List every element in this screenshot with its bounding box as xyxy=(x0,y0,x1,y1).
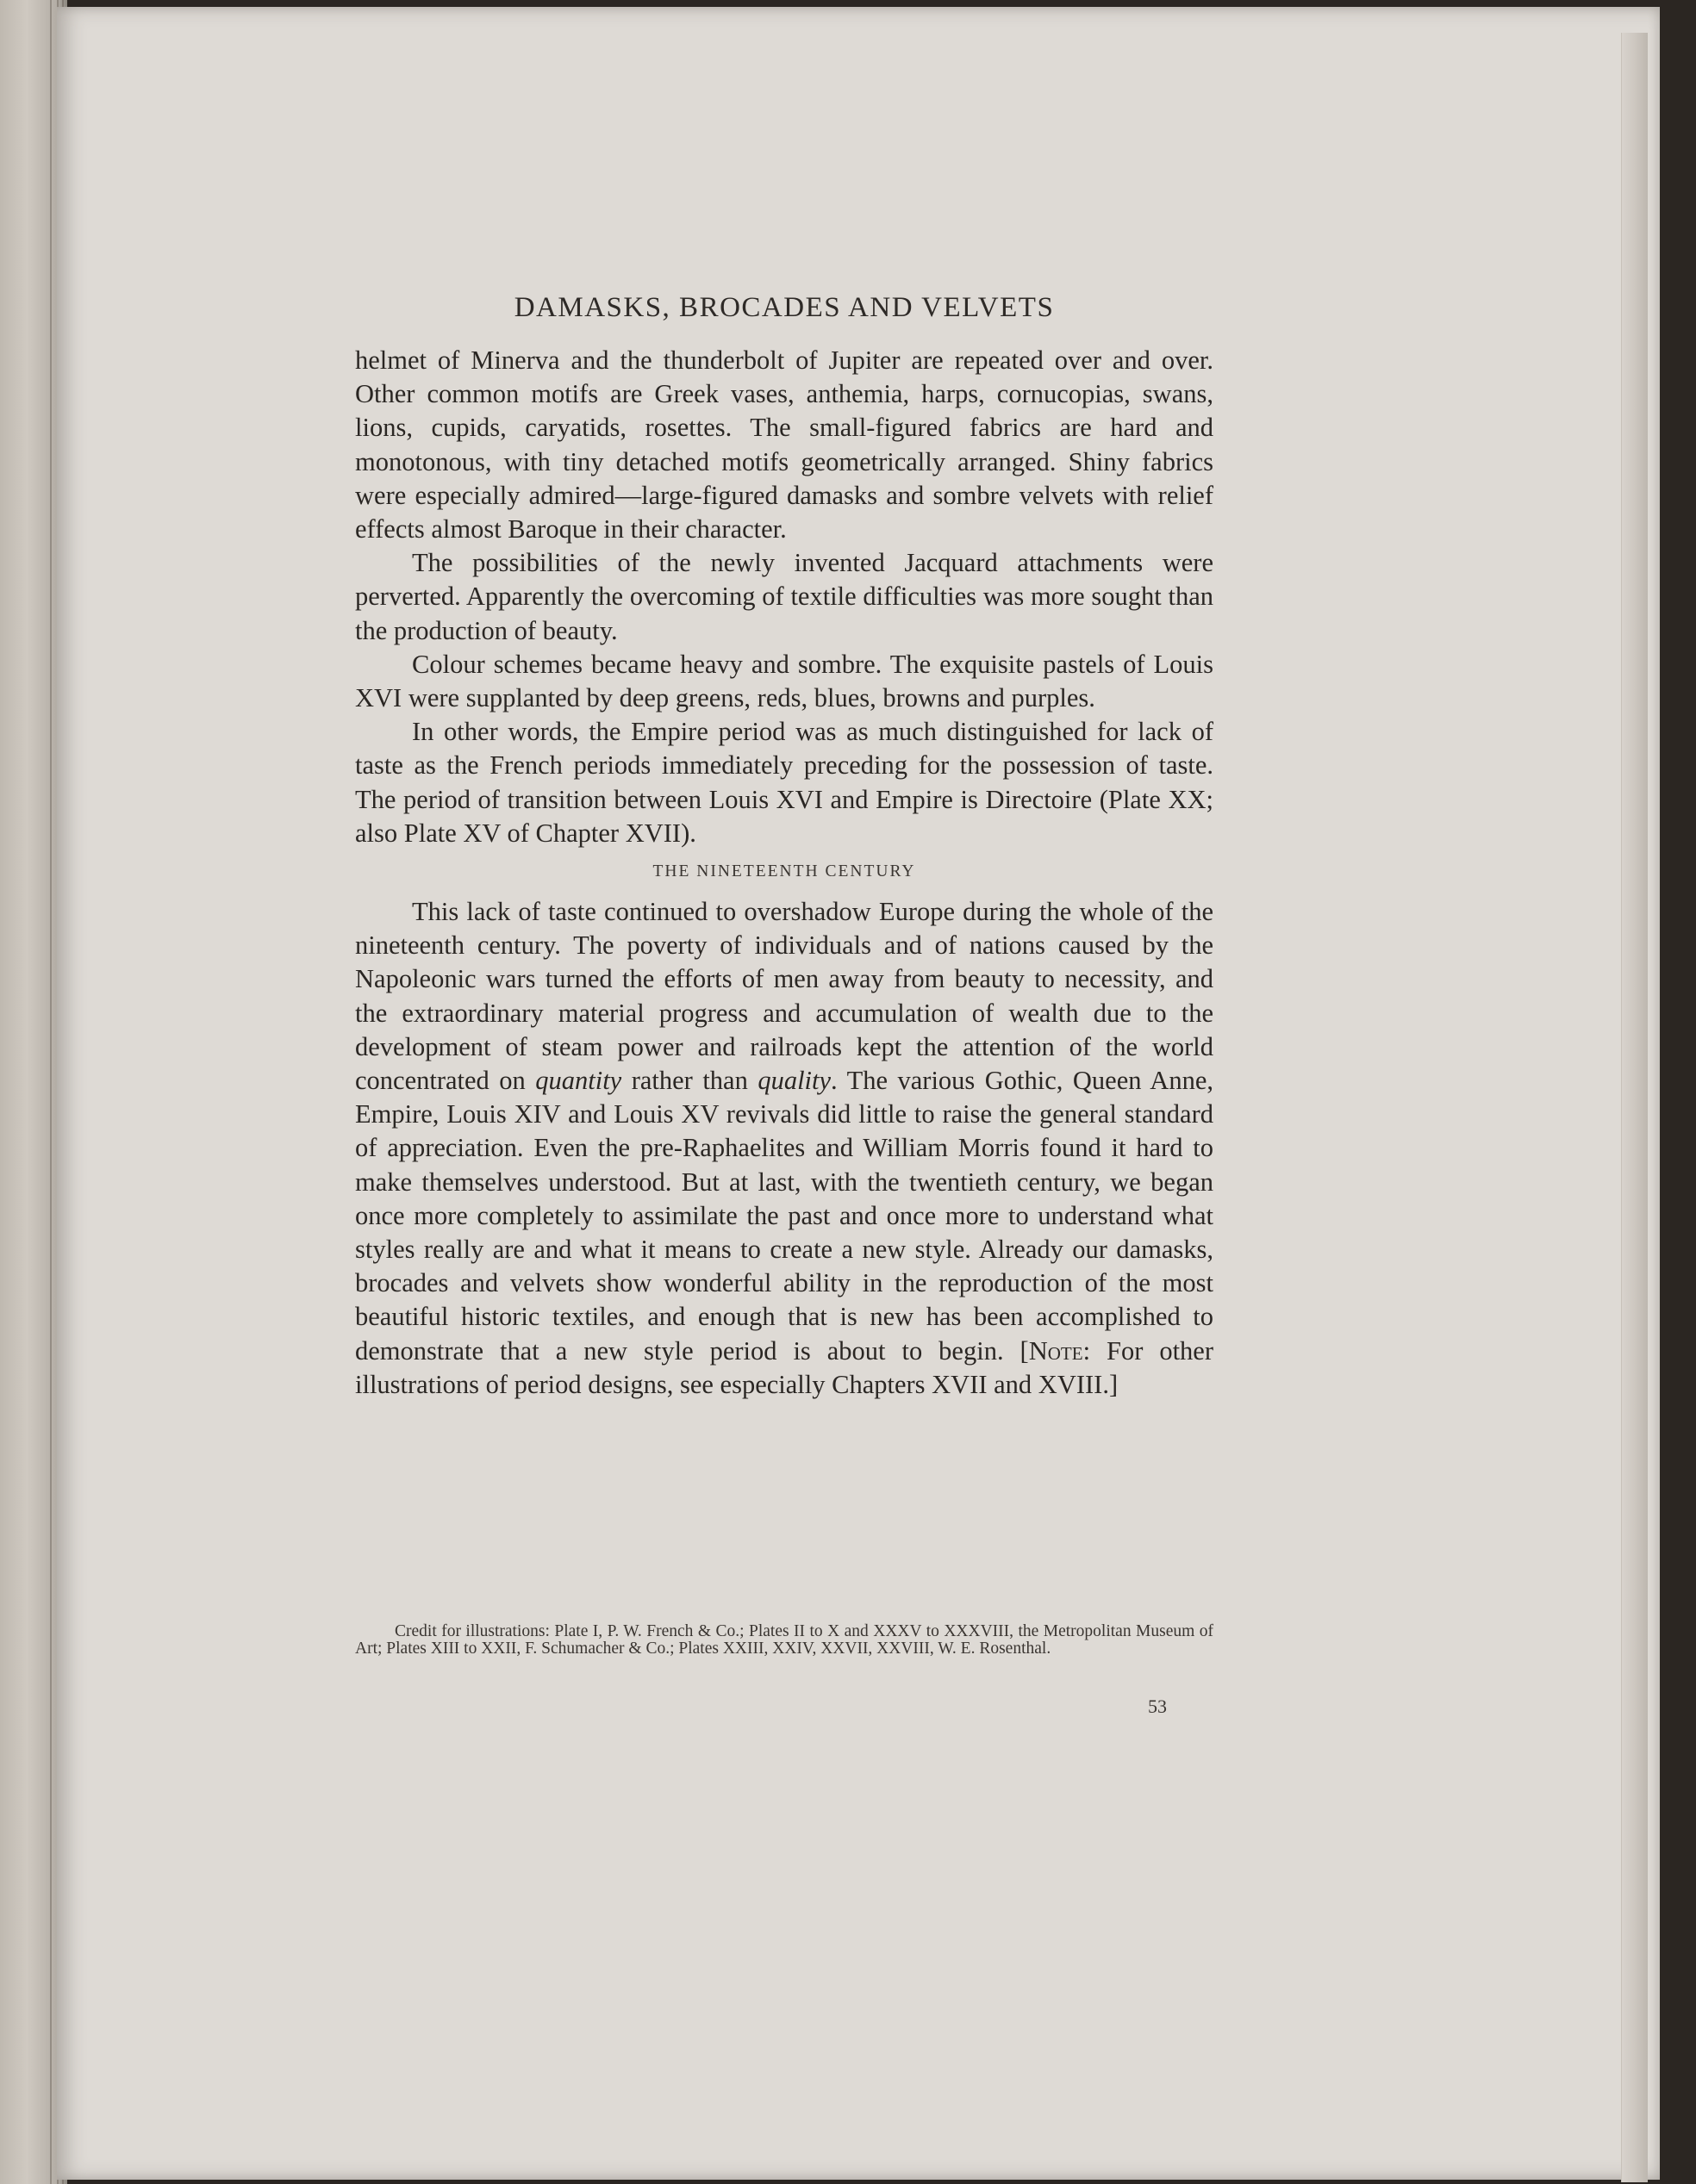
page-right-edge xyxy=(1621,33,1648,2182)
text-run: This lack of taste continued to overshadow Europe during the whole of the nineteenth century. The poverty of individuals and of nations caused by the Napoleonic wars turned the efforts of men away from beauty to necessity, and the extraordinary material progress and accumulation of wealth due to the development of steam power and railroads kept the attention of the world concentrated on xyxy=(355,897,1213,1096)
paragraph xyxy=(355,895,1213,1402)
illustration-credit: Credit for illustrations: Plate I, P. W. French & Co.; Plates II to X and XXXV to XXXVIII, the Metropolitan Museum of Art; Plates XIII to XXII, F. Schumacher & Co.; Plates XXIII, XXIV, XXVII, XXVIII, W. E. Rosenthal. xyxy=(355,1622,1213,1658)
paragraph: The possibilities of the newly invented Jacquard attachments were perverted. Apparently the overcoming of textile difficulties was more sought than the production of beauty. xyxy=(355,548,1213,645)
body-text xyxy=(355,344,1213,1402)
page-number: 53 xyxy=(1148,1696,1167,1717)
paragraph: helmet of Minerva and the thunderbolt of Jupiter are repeated over and over. Other common motifs are Greek vases, anthemia, harps, cornucopias, swans, lions, cupids, caryatids, rosettes. The small-figured fabrics are hard and monotonous, with tiny detached motifs geometrically arranged. Shiny fabrics were especially admired—large-figured damasks and sombre velvets with relief effects almost Baroque in their character. xyxy=(355,345,1213,544)
emphasis-quantity: quantity xyxy=(535,1066,622,1096)
text-run: : For other illustrations of period designs, see especially Chapters XVII and XVIII.] xyxy=(355,1335,1214,1399)
paragraph: Colour schemes became heavy and sombre. The exquisite pastels of Louis XVI were supplanted by deep greens, reds, blues, browns and purples. xyxy=(355,649,1213,713)
running-head: DAMASKS, BROCADES AND VELVETS xyxy=(514,292,1055,323)
text-run: . The various Gothic, Queen Anne, Empire, Louis XIV and Louis XV revivals did little to raise the general standard of appreciation. Even the pre-Raphaelites and William Morris found it hard to make themselves understood. But at last, with the twentieth century, we began once more completely to assimilate the past and once more to understand what styles really are and what it means to create a new style. Already our damasks, brocades and velvets show wonderful ability in the reproduction of the most beautiful historic textiles, and enough that is new has been accomplished to demonstrate that a new style period is about to begin. [ xyxy=(355,1066,1213,1366)
page-stack-line xyxy=(50,0,52,2184)
book-page xyxy=(57,7,1660,2180)
section-heading: THE NINETEENTH CENTURY xyxy=(652,862,916,881)
text-run: rather than xyxy=(621,1066,758,1096)
paragraph: In other words, the Empire period was as much distinguished for lack of taste as the French periods immediately preceding for the possession of taste. The period of transition between Louis XVI and Empire is Directoire (Plate XX; also Plate XV of Chapter XVII). xyxy=(355,717,1213,848)
emphasis-quality: quality xyxy=(758,1066,832,1096)
note-label: Note xyxy=(1028,1335,1083,1366)
